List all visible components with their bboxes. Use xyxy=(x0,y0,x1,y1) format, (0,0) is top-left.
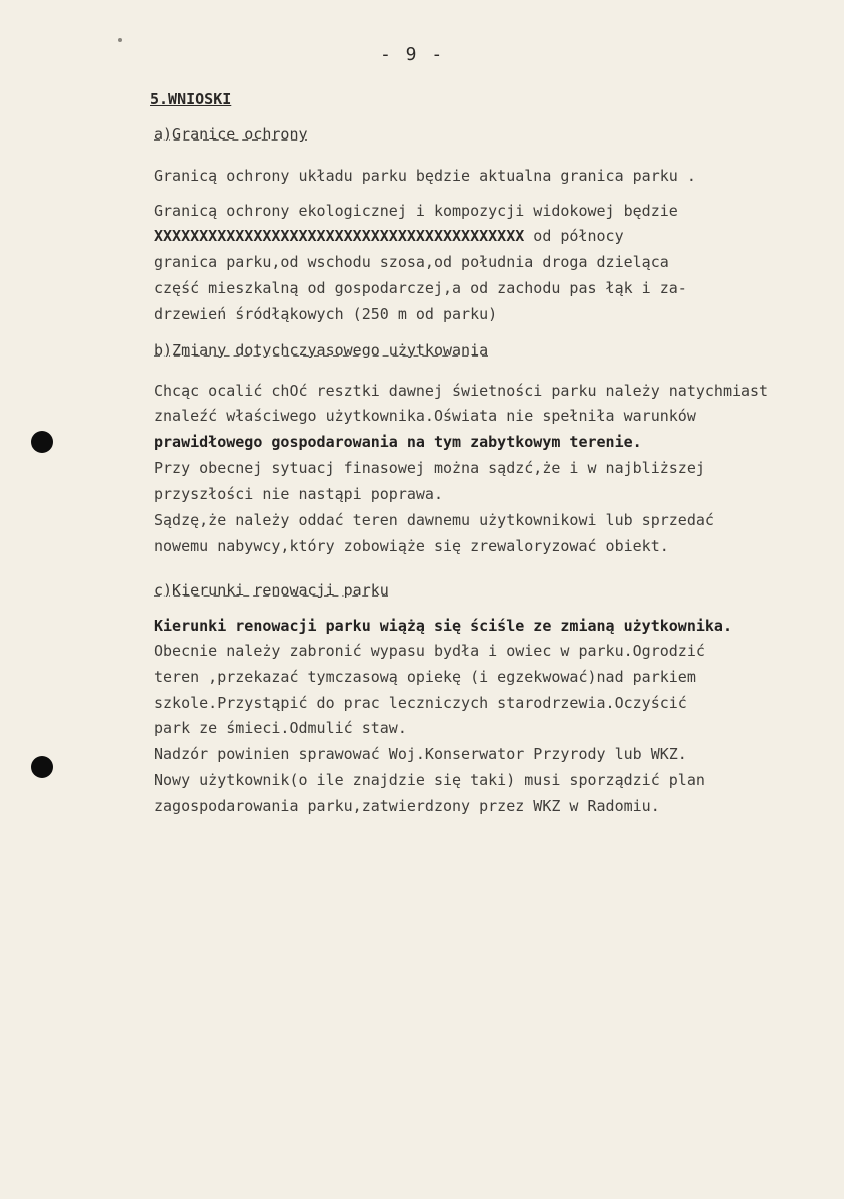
paragraph-line: teren ,przekazać tymczasową opiekę (i egzekwować)nad parkiem xyxy=(154,668,696,686)
paragraph-line: prawidłowego gospodarowania na tym zabytkowym terenie. xyxy=(154,433,642,451)
paragraph-line: Obecnie należy zabronić wypasu bydła i owiec w parku.Ogrodzić xyxy=(154,642,705,660)
paragraph-line: Chcąc ocalić chOć resztki dawnej świetności parku należy natychmiast xyxy=(154,382,769,400)
subsection-b-title: b)Zmiany dotychczyasowego użytkowania xyxy=(154,341,489,359)
subsection-c-title: c)Kierunki renowacji parku xyxy=(154,581,389,599)
paragraph-line: Przy obecnej sytuacj finasowej można sądzć,że i w najbliższej xyxy=(154,459,705,477)
page-number: - 9 - xyxy=(380,44,445,65)
paragraph-line: Granicą ochrony układu parku będzie aktualna granica parku . xyxy=(154,167,696,185)
struck-out-text: XXXXXXXXXXXXXXXXXXXXXXXXXXXXXXXXXXXXXXXXX xyxy=(154,227,525,245)
paragraph-line: Kierunki renowacji parku wiążą się ściśle ze zmianą użytkownika. xyxy=(154,617,732,635)
paper-speck xyxy=(118,38,122,42)
paragraph-line: znaleźć właściwego użytkownika.Oświata nie spełniła warunków xyxy=(154,407,696,425)
paragraph-line: Nadzór powinien sprawować Woj.Konserwator Przyrody lub WKZ. xyxy=(154,745,687,763)
paragraph-line: część mieszkalną od gospodarczej,a od zachodu pas łąk i za- xyxy=(154,279,687,297)
paragraph-line: granica parku,od wschodu szosa,od południa droga dzieląca xyxy=(154,253,669,271)
paragraph-line-tail: od północy xyxy=(524,227,624,245)
punch-hole-top xyxy=(31,431,53,453)
paragraph-line: Nowy użytkownik(o ile znajdzie się taki) musi sporządzić plan xyxy=(154,771,705,789)
paragraph-line: szkole.Przystąpić do prac leczniczych starodrzewia.Oczyścić xyxy=(154,694,687,712)
paragraph-line: nowemu nabywcy,który zobowiąże się zrewaloryzować obiekt. xyxy=(154,537,669,555)
paragraph-line: drzewień śródłąkowych (250 m od parku) xyxy=(154,305,498,323)
paragraph-line: park ze śmieci.Odmulić staw. xyxy=(154,719,407,737)
paragraph-line: przyszłości nie nastąpi poprawa. xyxy=(154,485,443,503)
paragraph-line: Sądzę,że należy oddać teren dawnemu użytkownikowi lub sprzedać xyxy=(154,511,714,529)
subsection-a-title: a)Granice ochrony xyxy=(154,125,308,143)
paragraph-line: zagospodarowania parku,zatwierdzony przez WKZ w Radomiu. xyxy=(154,797,660,815)
section-heading: 5.WNIOSKI xyxy=(150,90,232,108)
punch-hole-bottom xyxy=(31,756,53,778)
paragraph-line: Granicą ochrony ekologicznej i kompozycji widokowej będzie xyxy=(154,202,678,220)
paragraph-line xyxy=(154,227,624,245)
